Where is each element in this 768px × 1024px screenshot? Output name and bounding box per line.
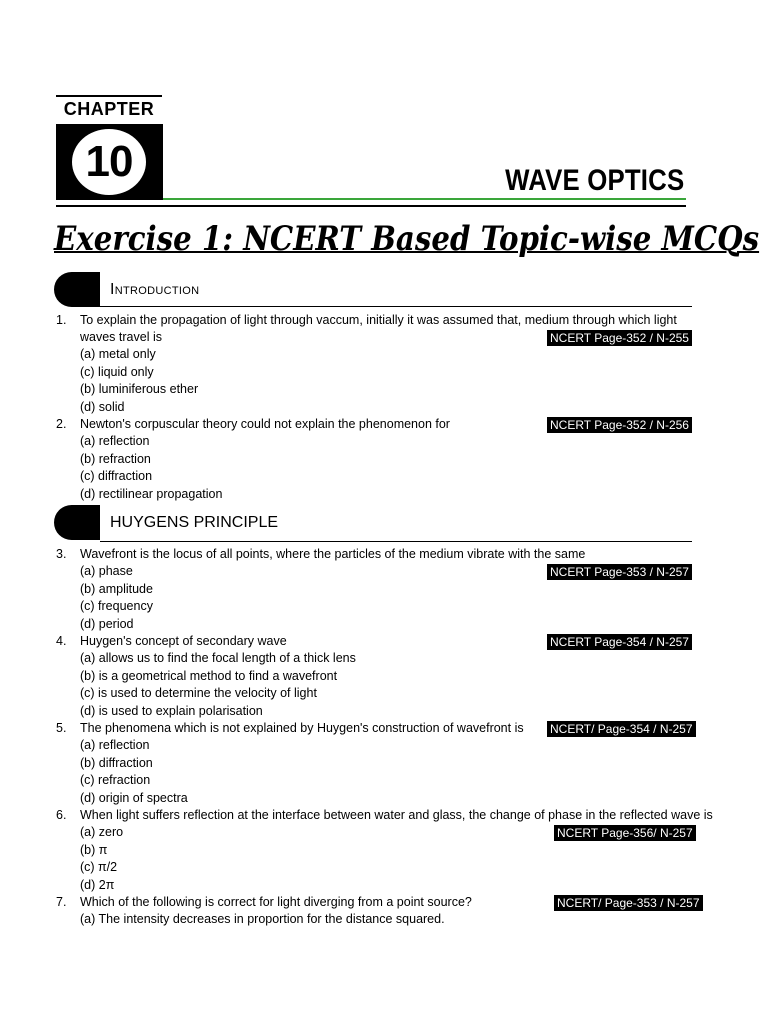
option: (c) frequency xyxy=(80,599,153,613)
section-tab-marker xyxy=(54,272,100,307)
option: (c) π/2 xyxy=(80,860,118,874)
question-text: Huygen's concept of secondary wave xyxy=(80,634,287,648)
option: (d) is used to explain polarisation xyxy=(80,704,263,718)
option: (a) The intensity decreases in proportion for the distance squared. xyxy=(80,912,445,926)
section-title-introduction: Introduction xyxy=(110,281,200,298)
option: (c) is used to determine the velocity of light xyxy=(80,686,317,700)
question-number: 4. xyxy=(56,634,67,648)
ncert-reference-badge: NCERT/ Page-354 / N-257 xyxy=(547,721,696,737)
option: (d) origin of spectra xyxy=(80,791,188,805)
question-number: 7. xyxy=(56,895,67,909)
chapter-top-rule xyxy=(56,95,162,97)
option: (b) diffraction xyxy=(80,756,153,770)
chapter-title: WAVE OPTICS xyxy=(504,164,684,197)
ncert-reference-badge: NCERT Page-352 / N-255 xyxy=(547,330,692,346)
option: (d) solid xyxy=(80,400,125,414)
option: (d) rectilinear propagation xyxy=(80,487,223,501)
question-text: waves travel is xyxy=(80,330,162,344)
section-rule xyxy=(100,541,692,542)
option: (a) allows us to find the focal length of a thick lens xyxy=(80,651,356,665)
option: (a) reflection xyxy=(80,434,150,448)
option: (b) refraction xyxy=(80,452,151,466)
ncert-reference-badge: NCERT/ Page-353 / N-257 xyxy=(554,895,703,911)
question-number: 1. xyxy=(56,313,67,327)
option: (b) is a geometrical method to find a wavefront xyxy=(80,669,338,683)
section-title-huygens-principle: HUYGENS PRINCIPLE xyxy=(110,514,279,531)
option: (c) liquid only xyxy=(80,365,154,379)
option: (b) π xyxy=(80,843,108,857)
question-text: When light suffers reflection at the interface between water and glass, the change of phase in the reflected wave is xyxy=(80,808,713,822)
option: (d) period xyxy=(80,617,134,631)
ncert-reference-badge: NCERT Page-353 / N-257 xyxy=(547,564,692,580)
green-divider xyxy=(163,198,686,200)
chapter-number-circle xyxy=(72,129,146,195)
question-text: Which of the following is correct for light diverging from a point source? xyxy=(80,895,472,909)
ncert-reference-badge: NCERT Page-352 / N-256 xyxy=(547,417,692,433)
option: (b) amplitude xyxy=(80,582,153,596)
ncert-reference-badge: NCERT Page-356/ N-257 xyxy=(554,825,696,841)
section-rule xyxy=(100,306,692,307)
option: (a) metal only xyxy=(80,347,156,361)
option: (c) diffraction xyxy=(80,469,153,483)
question-text: The phenomena which is not explained by Huygen's construction of wavefront is xyxy=(80,721,524,735)
question-number: 3. xyxy=(56,547,67,561)
option: (a) phase xyxy=(80,564,133,578)
option: (c) refraction xyxy=(80,773,151,787)
chapter-label: CHAPTER xyxy=(63,99,155,119)
option: (d) 2π xyxy=(80,878,115,892)
question-number: 6. xyxy=(56,808,67,822)
black-divider xyxy=(56,205,686,207)
option: (a) zero xyxy=(80,825,124,839)
ncert-reference-badge: NCERT Page-354 / N-257 xyxy=(547,634,692,650)
option: (a) reflection xyxy=(80,738,150,752)
exercise-title: Exercise 1: NCERT Based Topic-wise MCQs xyxy=(54,219,760,259)
question-text: Wavefront is the locus of all points, where the particles of the medium vibrate with the same xyxy=(80,547,586,561)
chapter-number: 10 xyxy=(85,137,133,186)
question-number: 2. xyxy=(56,417,67,431)
question-text: Newton's corpuscular theory could not explain the phenomenon for xyxy=(80,417,450,431)
question-text: To explain the propagation of light through vaccum, initially it was assumed that, medium through which light xyxy=(80,313,677,327)
section-tab-marker xyxy=(54,505,100,540)
question-number: 5. xyxy=(56,721,67,735)
option: (b) luminiferous ether xyxy=(80,382,199,396)
